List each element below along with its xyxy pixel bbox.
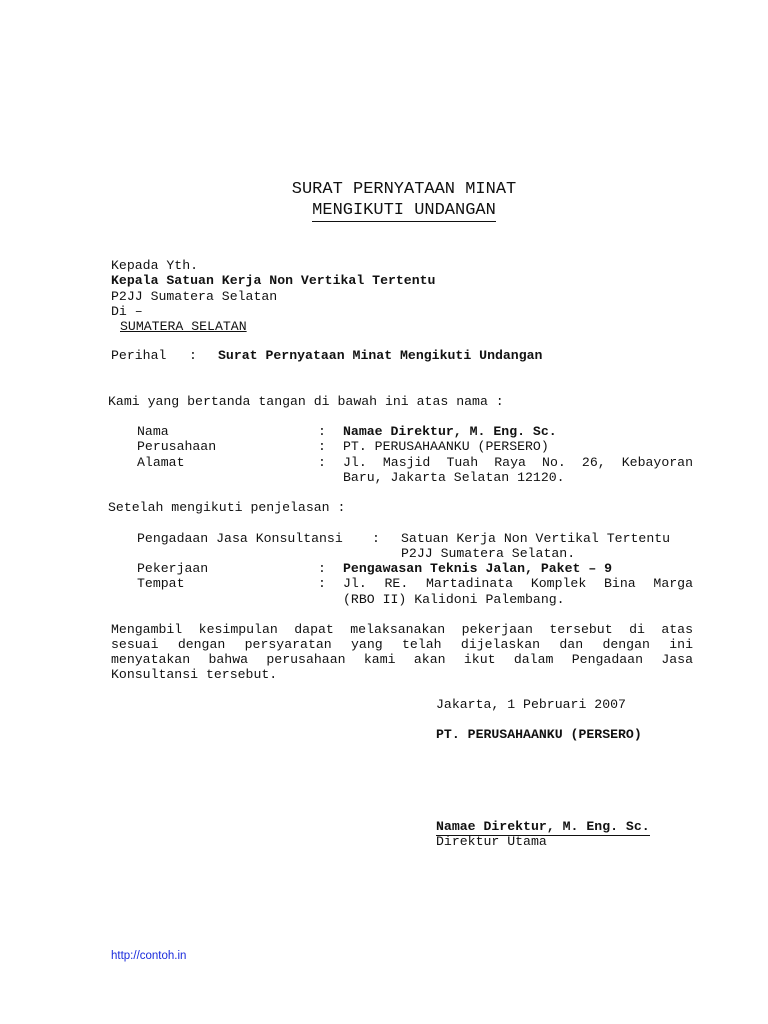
- place-sep: :: [318, 576, 326, 591]
- identity-address-line1: Jl. Masjid Tuah Raya No. 26, Kebayoran: [343, 455, 693, 470]
- conclusion-line4: Konsultansi tersebut.: [111, 667, 278, 682]
- work-label: Pekerjaan: [137, 561, 209, 576]
- identity-name-label: Nama: [137, 424, 169, 439]
- identity-name-sep: :: [318, 424, 326, 439]
- intro-text: Kami yang bertanda tangan di bawah ini atas nama :: [108, 394, 504, 409]
- conclusion-line2: sesuai dengan persyaratan yang telah dijelaskan dan dengan ini: [111, 637, 693, 652]
- document-title-line1: SURAT PERNYATAAN MINAT: [291, 180, 517, 199]
- work-sep: :: [318, 561, 326, 576]
- recipient-place: SUMATERA SELATAN: [120, 319, 247, 334]
- conclusion-line1: Mengambil kesimpulan dapat melaksanakan pekerjaan tersebut di atas: [111, 622, 693, 637]
- procurement-sep: :: [372, 531, 380, 546]
- procurement-value-line2: P2JJ Sumatera Selatan.: [401, 546, 576, 561]
- footer-link[interactable]: http://contoh.in: [111, 950, 187, 962]
- subject-sep: :: [189, 348, 197, 363]
- identity-company-sep: :: [318, 439, 326, 454]
- place-label: Tempat: [137, 576, 185, 591]
- identity-company-value: PT. PERUSAHAANKU (PERSERO): [343, 439, 549, 454]
- signature-name: Namae Direktur, M. Eng. Sc.: [436, 819, 650, 834]
- subject-value: Surat Pernyataan Minat Mengikuti Undangan: [218, 348, 543, 363]
- identity-address-sep: :: [318, 455, 326, 470]
- signature-name-wrap: [436, 819, 650, 834]
- after-explanation-text: Setelah mengikuti penjelasan :: [108, 500, 346, 515]
- recipient-name: Kepala Satuan Kerja Non Vertikal Tertentu: [111, 273, 436, 288]
- identity-company-label: Perusahaan: [137, 439, 217, 454]
- place-value-line2: (RBO II) Kalidoni Palembang.: [343, 592, 565, 607]
- conclusion-line3: menyatakan bahwa perusahaan kami akan ikut dalam Pengadaan Jasa: [111, 652, 693, 667]
- identity-address-line2: Baru, Jakarta Selatan 12120.: [343, 470, 565, 485]
- place-value-line1: Jl. RE. Martadinata Komplek Bina Marga: [343, 576, 693, 591]
- procurement-value-line1: Satuan Kerja Non Vertikal Tertentu: [401, 531, 671, 546]
- signature-company: PT. PERUSAHAANKU (PERSERO): [436, 727, 642, 742]
- document-title-line2: [20, 200, 768, 221]
- work-value: Pengawasan Teknis Jalan, Paket – 9: [343, 561, 613, 576]
- signature-place-date: Jakarta, 1 Pebruari 2007: [436, 697, 626, 712]
- document-title-underlined: MENGIKUTI UNDANGAN: [312, 201, 496, 220]
- subject-label: Perihal: [111, 348, 167, 363]
- recipient-unit: P2JJ Sumatera Selatan: [111, 289, 278, 304]
- recipient-di: Di –: [111, 304, 143, 319]
- recipient-greeting: Kepada Yth.: [111, 258, 199, 273]
- identity-address-label: Alamat: [137, 455, 185, 470]
- procurement-label: Pengadaan Jasa Konsultansi: [137, 531, 343, 546]
- signature-position: Direktur Utama: [436, 834, 547, 849]
- identity-name-value: Namae Direktur, M. Eng. Sc.: [343, 424, 557, 439]
